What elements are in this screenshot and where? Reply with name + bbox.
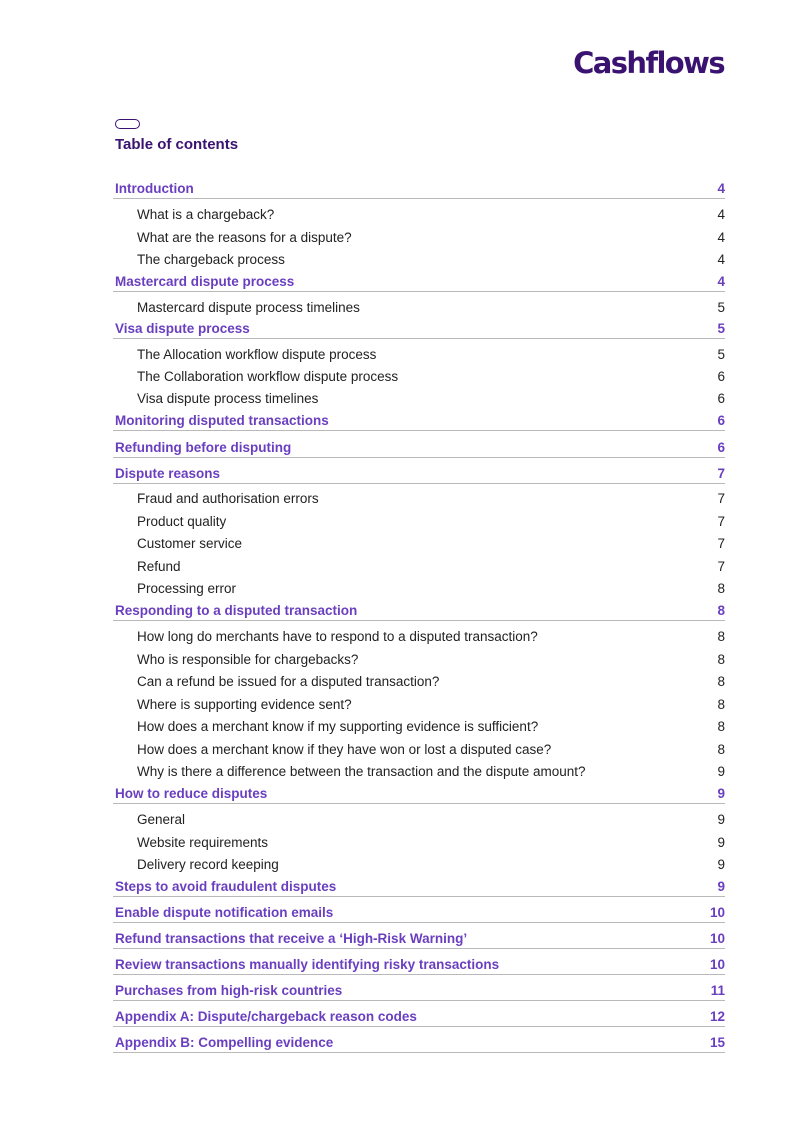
toc-entry-title: How does a merchant know if my supporting evidence is sufficient? bbox=[137, 719, 539, 734]
toc-entry-title: What are the reasons for a dispute? bbox=[137, 230, 352, 245]
toc-entry-title: Refund transactions that receive a ‘High-Risk Warning’ bbox=[115, 931, 468, 946]
toc-page-number: 5 bbox=[717, 300, 725, 315]
toc-page-number: 8 bbox=[717, 603, 725, 618]
toc-page-number: 8 bbox=[717, 581, 725, 596]
page-title: Table of contents bbox=[115, 136, 239, 153]
toc-entry-title: Mastercard dispute process bbox=[115, 274, 295, 289]
toc-page-number: 8 bbox=[717, 674, 725, 689]
toc-page-number: 8 bbox=[717, 629, 725, 644]
toc-page-number: 7 bbox=[717, 536, 725, 551]
toc-page-number: 4 bbox=[717, 207, 725, 222]
toc-entry-title: How long do merchants have to respond to a disputed transaction? bbox=[137, 629, 538, 644]
toc-subsection-link[interactable] bbox=[113, 536, 725, 551]
toc-page-number: 4 bbox=[717, 230, 725, 245]
toc-entry-title: Refund bbox=[137, 559, 181, 574]
toc-page-number: 7 bbox=[717, 491, 725, 506]
section-pill-icon bbox=[115, 119, 140, 129]
toc-entry-title: Where is supporting evidence sent? bbox=[137, 697, 352, 712]
toc-entry-title: The Collaboration workflow dispute process bbox=[137, 369, 399, 384]
toc-section-link[interactable] bbox=[113, 983, 725, 1001]
toc-page-number: 10 bbox=[709, 957, 725, 972]
toc-entry-title: Can a refund be issued for a disputed transaction? bbox=[137, 674, 440, 689]
toc-page-number: 9 bbox=[717, 786, 725, 801]
toc-entry-title: Mastercard dispute process timelines bbox=[137, 300, 360, 315]
toc-entry-title: General bbox=[137, 812, 186, 827]
toc-subsection-link[interactable] bbox=[113, 514, 725, 529]
toc-section-link[interactable] bbox=[113, 413, 725, 431]
toc-subsection-link[interactable] bbox=[113, 347, 725, 362]
toc-subsection-link[interactable] bbox=[113, 674, 725, 689]
toc-entry-title: Visa dispute process timelines bbox=[137, 391, 319, 406]
toc-subsection-link[interactable] bbox=[113, 369, 725, 384]
toc-page-number: 9 bbox=[717, 879, 725, 894]
toc-entry-title: How to reduce disputes bbox=[115, 786, 268, 801]
toc-subsection-link[interactable] bbox=[113, 719, 725, 734]
toc-subsection-link[interactable] bbox=[113, 629, 725, 644]
toc-entry-title: Processing error bbox=[137, 581, 237, 596]
toc-page-number: 11 bbox=[710, 983, 725, 998]
toc-entry-title: What is a chargeback? bbox=[137, 207, 275, 222]
toc-page-number: 10 bbox=[709, 905, 725, 920]
toc-section-link[interactable] bbox=[113, 321, 725, 339]
toc-section-link[interactable] bbox=[113, 879, 725, 897]
toc-entry-title: Responding to a disputed transaction bbox=[115, 603, 358, 618]
toc-page-number: 6 bbox=[717, 440, 725, 455]
toc-section-link[interactable] bbox=[113, 603, 725, 621]
toc-entry-title: Steps to avoid fraudulent disputes bbox=[115, 879, 337, 894]
toc-entry-title: The Allocation workflow dispute process bbox=[137, 347, 377, 362]
toc-section-link[interactable] bbox=[113, 786, 725, 804]
toc-page-number: 4 bbox=[717, 274, 725, 289]
toc-entry-title: Enable dispute notification emails bbox=[115, 905, 334, 920]
cashflows-logo: Cashflows bbox=[573, 46, 724, 80]
toc-entry-title: Dispute reasons bbox=[115, 466, 221, 481]
toc-subsection-link[interactable] bbox=[113, 697, 725, 712]
toc-entry-title: Product quality bbox=[137, 514, 227, 529]
toc-entry-title: Who is responsible for chargebacks? bbox=[137, 652, 359, 667]
toc-page-number: 7 bbox=[717, 559, 725, 574]
toc-section-link[interactable] bbox=[113, 274, 725, 292]
toc-entry-title: Visa dispute process bbox=[115, 321, 250, 336]
toc-entry-title: Customer service bbox=[137, 536, 243, 551]
toc-page-number: 4 bbox=[717, 181, 725, 196]
toc-entry-title: Fraud and authorisation errors bbox=[137, 491, 319, 506]
toc-section-link[interactable] bbox=[113, 957, 725, 975]
toc-subsection-link[interactable] bbox=[113, 207, 725, 222]
toc-page-number: 15 bbox=[709, 1035, 725, 1050]
toc-page-number: 8 bbox=[717, 652, 725, 667]
toc-subsection-link[interactable] bbox=[113, 491, 725, 506]
toc-page-number: 7 bbox=[717, 466, 725, 481]
toc-subsection-link[interactable] bbox=[113, 252, 725, 267]
toc-entry-title: Appendix A: Dispute/chargeback reason codes bbox=[115, 1009, 417, 1024]
toc-entry-title: Appendix B: Compelling evidence bbox=[115, 1035, 334, 1050]
toc-entry-title: The chargeback process bbox=[137, 252, 285, 267]
toc-subsection-link[interactable] bbox=[113, 764, 725, 779]
toc-section-link[interactable] bbox=[113, 466, 725, 484]
toc-section-link[interactable] bbox=[113, 931, 725, 949]
toc-page-number: 9 bbox=[717, 835, 725, 850]
toc-subsection-link[interactable] bbox=[113, 581, 725, 596]
toc-section-link[interactable] bbox=[113, 1035, 725, 1053]
toc-entry-title: Why is there a difference between the transaction and the dispute amount? bbox=[137, 764, 586, 779]
toc-subsection-link[interactable] bbox=[113, 230, 725, 245]
toc-page-number: 5 bbox=[717, 321, 725, 336]
toc-entry-title: Review transactions manually identifying risky transactions bbox=[115, 957, 500, 972]
toc-section-link[interactable] bbox=[113, 1009, 725, 1027]
toc-page-number: 8 bbox=[717, 742, 725, 757]
toc-subsection-link[interactable] bbox=[113, 857, 725, 872]
toc-entry-title: Website requirements bbox=[137, 835, 269, 850]
toc-subsection-link[interactable] bbox=[113, 559, 725, 574]
toc-subsection-link[interactable] bbox=[113, 300, 725, 315]
toc-page-number: 6 bbox=[717, 413, 725, 428]
toc-page-number: 8 bbox=[717, 719, 725, 734]
toc-page-number: 5 bbox=[717, 347, 725, 362]
toc-page-number: 7 bbox=[717, 514, 725, 529]
toc-subsection-link[interactable] bbox=[113, 652, 725, 667]
toc-entry-title: Monitoring disputed transactions bbox=[115, 413, 329, 428]
toc-page-number: 9 bbox=[717, 812, 725, 827]
toc-page-number: 4 bbox=[717, 252, 725, 267]
toc-subsection-link[interactable] bbox=[113, 742, 725, 757]
toc-entry-title: Purchases from high-risk countries bbox=[115, 983, 343, 998]
toc-subsection-link[interactable] bbox=[113, 391, 725, 406]
toc-section-link[interactable] bbox=[113, 440, 725, 458]
toc-page-number: 10 bbox=[709, 931, 725, 946]
toc-entry-title: Delivery record keeping bbox=[137, 857, 279, 872]
toc-page-number: 9 bbox=[717, 764, 725, 779]
toc-entry-title: Introduction bbox=[115, 181, 194, 196]
toc-page-number: 6 bbox=[717, 369, 725, 384]
toc-subsection-link[interactable] bbox=[113, 812, 725, 827]
toc-subsection-link[interactable] bbox=[113, 835, 725, 850]
toc-page-number: 9 bbox=[717, 857, 725, 872]
toc-section-link[interactable] bbox=[113, 181, 725, 199]
toc-page-number: 12 bbox=[709, 1009, 725, 1024]
toc-section-link[interactable] bbox=[113, 905, 725, 923]
toc-page-number: 8 bbox=[717, 697, 725, 712]
toc-entry-title: How does a merchant know if they have won or lost a disputed case? bbox=[137, 742, 552, 757]
toc-page-number: 6 bbox=[717, 391, 725, 406]
toc-entry-title: Refunding before disputing bbox=[115, 440, 292, 455]
